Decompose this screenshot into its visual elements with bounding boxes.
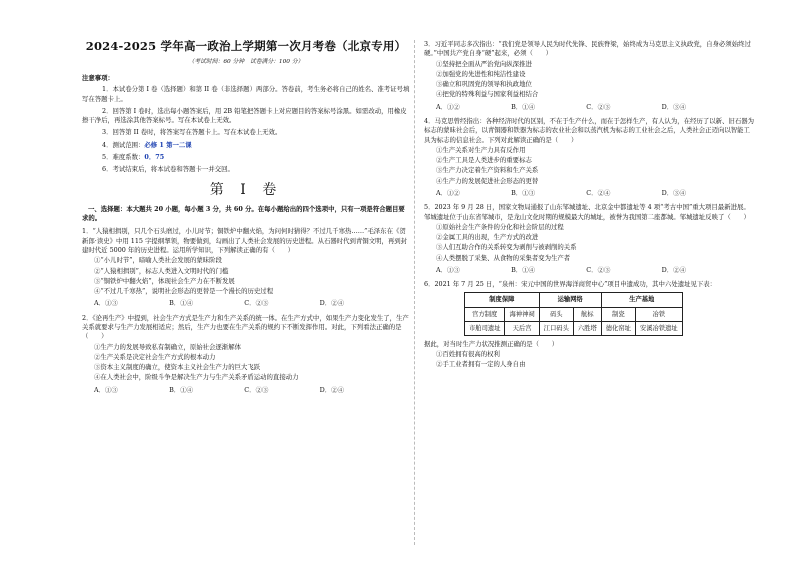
table-cell: 德化窑址: [601, 321, 635, 335]
test-scope-value: 必修 1 第一二课: [144, 140, 192, 149]
statement-option: ②生产关系是决定社会生产方式的根本动力: [94, 352, 216, 361]
question-5: [424, 203, 754, 275]
table-cell: 江口码头: [539, 321, 573, 335]
question-4: [424, 117, 754, 198]
statement-option: ③资本主义制度的确立，使资本主义社会生产力的巨大飞跃: [94, 363, 261, 372]
notice-item-5: [82, 153, 410, 162]
choice-a: A．①②: [436, 102, 460, 111]
statement-option: ①原始社会生产条件的分化和社会阶层的过程: [436, 222, 564, 231]
answer-choices: [94, 386, 344, 395]
statement-option: ④人类摆脱了采集、从食物的采集者变为生产者: [436, 253, 571, 262]
notice-item-2: 2．回答第 I 卷时，选出每小题答案后，用 2B 铅笔把答题卡上对应题目的答案标号涂黑。如需改动，用橡皮擦干净后，再选涂其他答案标号。写在本试卷上无效。: [82, 106, 407, 125]
choice-b: B．①④: [169, 385, 193, 394]
table-cell: 码头: [539, 307, 573, 321]
difficulty-label: 5．难度系数：: [102, 153, 145, 162]
statement-option: ④把党的特殊利益与国家利益相结合: [436, 90, 539, 99]
table-header: 生产基地: [601, 293, 682, 307]
answer-choices: [436, 266, 686, 275]
table-cell: 天后宫: [505, 321, 539, 335]
notice-item-3: 3．回答第 II 卷时，将答案写在答题卡上。写在本试卷上无效。: [102, 128, 282, 137]
question-3: [424, 40, 754, 112]
choice-d: D．③④: [661, 102, 686, 111]
statement-option: ③确立和巩固党的领导和执政地位: [436, 80, 532, 89]
choice-d: D．②④: [319, 385, 344, 394]
choice-c: C．②③: [586, 265, 611, 274]
question-followup: 据此，对当时生产力状况推测正确的是（ ）: [424, 339, 559, 348]
answer-choices: [94, 299, 344, 308]
table-row: [465, 307, 683, 321]
table-row: [465, 321, 683, 335]
exam-subtitle: （考试时间：60 分钟 试卷满分：100 分）: [188, 58, 304, 65]
choice-b: B．①④: [511, 265, 535, 274]
table-header: 制度保障: [465, 293, 540, 307]
statement-option: ④生产力的发展促进社会形态的更替: [436, 176, 539, 185]
choice-b: B．①④: [169, 299, 193, 308]
table-header-row: [465, 293, 683, 307]
statement-option: ③“铜铁炉中翻火焰”，体现社会生产力在不断发展: [94, 276, 235, 285]
table-cell: 制瓷: [601, 307, 635, 321]
difficulty-value: 0．75: [144, 153, 165, 162]
notice-heading: 注意事项：: [82, 74, 114, 83]
table-cell: 六胜塔: [573, 321, 601, 335]
statement-option: ①“小儿时节”，暗喻人类社会发展的蒙昧阶段: [94, 256, 222, 265]
choice-c: C．②④: [586, 188, 611, 197]
table-cell: 海神神祠: [505, 307, 539, 321]
choice-b: B．①④: [511, 102, 535, 111]
question-stem: 5．2023 年 9 月 28 日，国家文物局通报了山东邹城遗址、北京金中都遗址等 4 项“考古中国”重大项目最新进展。邹城遗址位于山东省邹城市，是龙山文化时期的规模最大的城址，被誉为我国第二座都城。邹城遗址反映了（ ）: [424, 203, 750, 221]
question-stem: 6．2021 年 7 月 25 日，“泉州：宋元中国的世界海洋商贸中心”项目申遗成功，其中六处遗址见下表：: [424, 280, 717, 289]
notice-item-1: 1．本试卷分第 I 卷（选择题）和第 II 卷（非选择题）两部分。答卷前，考生务必将自己的姓名、准考证号填写在答题卡上。: [82, 85, 410, 103]
question-stem: 4．马克思曾经指出：各种经济时代的区别，不在于生产什么，而在于怎样生产，有人认为，在经历了以新、旧石器为标志的蒙昧社会后，以青铜器和铁器为标志的农业社会和以蒸汽机为标志的工业社会之后，人类社会正迈向以智能工具为标志的信息社会。下列对此解读正确的是（ ）: [424, 116, 754, 144]
answer-choices: [436, 103, 686, 112]
choice-c: C．②③: [244, 299, 269, 308]
question-2: [82, 314, 410, 395]
statement-option: ③人们互助合作的关系转变为剥削与被剥削的关系: [436, 243, 577, 252]
choice-d: D．③④: [661, 188, 686, 197]
table-cell: 冶铁: [635, 307, 682, 321]
statement-option: ③生产力决定着生产资料和生产关系: [436, 166, 539, 175]
heritage-table: [464, 292, 683, 335]
statement-option: ①生产力的发展导致私有制确立，原始社会逐渐解体: [94, 342, 241, 351]
question-6: [424, 280, 754, 370]
statement-option: ④“不过几千寒热”，说明社会形态的更替是一个漫长的历史过程: [94, 287, 274, 296]
statement-option: ①坚持把全面从严治党向纵深推进: [436, 59, 532, 68]
table-cell: 官方制度: [465, 307, 505, 321]
question-stem: 1．“人猿相揖别，只几个石头磨过，小儿时节；铜铁炉中翻火焰，为问何时猜得？不过几千寒热……”毛泽东在《贺新郎·读史》中用 115 字提纲挈领，物要做到，勾画出了人类社会发展的历史进程。从石器时代到青铜文明，再到封建时代近 5000 年的历史进程。运用所学知识，下列解读正确的有（ ）: [82, 227, 408, 255]
choice-a: A．①③: [94, 385, 118, 394]
notice-item-6: 6．考试结束后，将本试卷和答题卡一并交回。: [102, 165, 234, 174]
statement-option: ①生产关系对生产力具有反作用: [436, 145, 526, 154]
right-column: [424, 40, 754, 372]
statement-option: ②“人猿相揖别”，标志人类进入文明时代的门槛: [94, 266, 229, 275]
statement-option: ②加强党的先进性和纯洁性建设: [436, 69, 526, 78]
question-1: [82, 227, 410, 308]
table-cell: 航标: [573, 307, 601, 321]
statement-option: ②手工业者拥有一定的人身自由: [436, 360, 526, 369]
choice-a: A．①②: [436, 188, 460, 197]
volume-heading: 第 I 卷: [209, 181, 283, 198]
question-stem: 2．《论再生产》中提到，社会生产方式是生产力和生产关系的统一体。在生产方式中，如果生产力变化发生了，生产关系就要求与生产力发展相适应；然后，生产力也要在生产关系的规约下不断发挥作用。对此，下列看法正确的是（ ）: [82, 313, 409, 341]
table-header: 运输网络: [539, 293, 601, 307]
statement-option: ④在人类社会中，阶级斗争是解决生产力与生产关系矛盾运动的直接动力: [94, 373, 299, 382]
statement-option: ①百姓拥有很高的权利: [436, 350, 500, 359]
statement-option: ②生产工具是人类进步的重要标志: [436, 156, 532, 165]
table-cell: 市舶司遗址: [465, 321, 505, 335]
left-column: [82, 36, 410, 400]
table-cell: 安溪冶铁遗址: [635, 321, 682, 335]
column-divider: [414, 40, 415, 545]
notice-item-4: [82, 141, 410, 150]
choice-b: B．①③: [511, 188, 535, 197]
statement-option: ②金属工具的出现，生产方式的改进: [436, 233, 539, 242]
test-scope-label: 4．测试范围：: [102, 140, 145, 149]
choice-d: D．②④: [319, 299, 344, 308]
page-title: 2024-2025 学年高一政治上学期第一次月考卷（北京专用）: [85, 39, 407, 53]
section-heading: 一、选择题：本大题共 20 小题，每小题 3 分，共 60 分。在每小题给出的四个选项中，只有一项是符合题目要求的。: [82, 204, 405, 223]
choice-c: C．②③: [586, 102, 611, 111]
answer-choices: [436, 189, 686, 198]
choice-d: D．②④: [661, 265, 686, 274]
question-stem: 3．习近平同志多次指出：“我们党是领导人民为时代先锋、民族脊梁，始终成为马克思主义执政党，自身必须始终过硬。”中国共产党自身“硬”起来，必须（ ）: [424, 40, 751, 58]
choice-a: A．①③: [94, 299, 118, 308]
choice-c: C．②③: [244, 385, 269, 394]
choice-a: A．①③: [436, 265, 460, 274]
